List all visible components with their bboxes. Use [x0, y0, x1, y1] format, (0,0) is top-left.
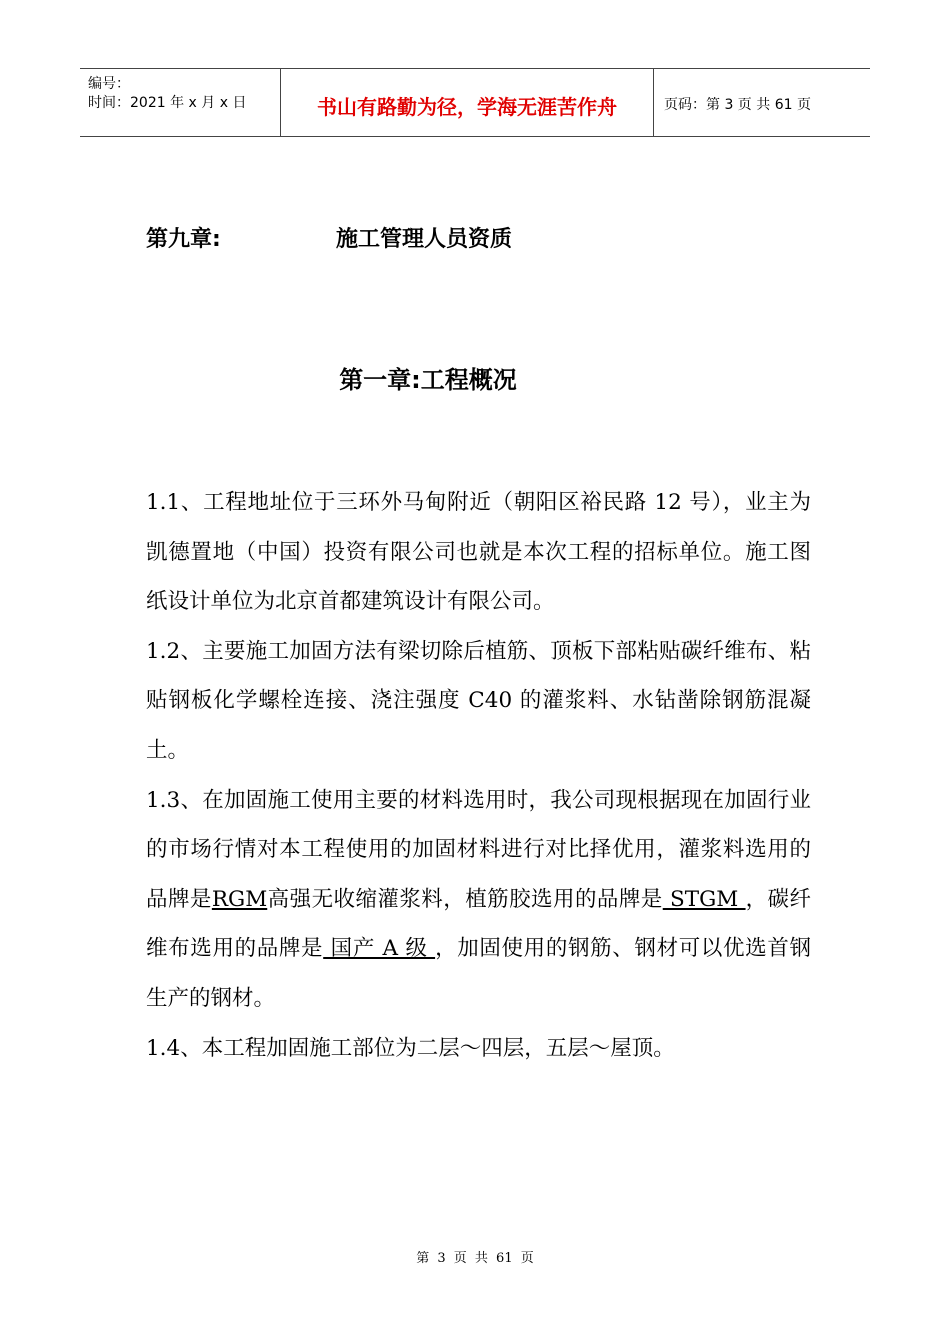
header-motto-cell [281, 69, 654, 136]
paragraph-1-2: 1.2、主要施工加固方法有梁切除后植筋、顶板下部粘贴碳纤维布、粘贴钢板化学螺栓连接、浇注强度 C40 的灌浆料、水钻凿除钢筋混凝土。 [146, 638, 811, 763]
paragraph-1-3-text-b: 高强无收缩灌浆料，植筋胶选用的品牌是 [267, 886, 663, 912]
header-info-cell [80, 69, 281, 136]
header-motto: 书山有路勤为径，学海无涯苦作舟 [317, 95, 617, 119]
chapter9-number: 第九章: [146, 227, 221, 252]
paragraph-1-3-text-a: 1.3、在加固施工使用主要的材料选用时，我公司现根据现在加固行业的市场行情对本工程使用的加固材料进行对比择优用，灌浆料选用的品牌是 [146, 787, 811, 912]
paragraph-1-4: 1.4、本工程加固施工部位为二层～四层，五层～屋顶。 [146, 1035, 675, 1061]
grout-brand: RGM [211, 886, 268, 912]
header-page-cell [654, 69, 870, 136]
page-header [80, 68, 870, 137]
paragraph-1-3 [146, 776, 811, 1024]
paragraph-1-1: 1.1、工程地址位于三环外马甸附近（朝阳区裕民路 12 号），业主为凯德置地（中国）投资有限公司也就是本次工程的招标单位。施工图纸设计单位为北京首都建筑设计有限公司。 [146, 490, 811, 615]
chapter1-body [146, 478, 811, 1073]
chapter1-title: 第一章:工程概况 [339, 366, 517, 394]
page-footer: 第 3 页 共 61 页 [416, 1251, 534, 1266]
paragraph-1-3-text-c: ，碳纤维布选用的品牌是 [146, 886, 811, 962]
document-number-label: 编号： [88, 76, 130, 92]
paragraph-1-3-text-d: ，加固使用的钢筋、钢材可以优选首钢生产的钢材。 [146, 936, 811, 1011]
document-time-label: 时间：2021 年 x 月 x 日 [88, 95, 247, 111]
chapter9-title: 施工管理人员资质 [336, 227, 513, 252]
carbon-fiber-brand: 国产 A 级 [323, 936, 436, 962]
header-page-number: 页码：第 3 页 共 61 页 [664, 97, 811, 113]
anchor-glue-brand: STGM [662, 886, 746, 912]
